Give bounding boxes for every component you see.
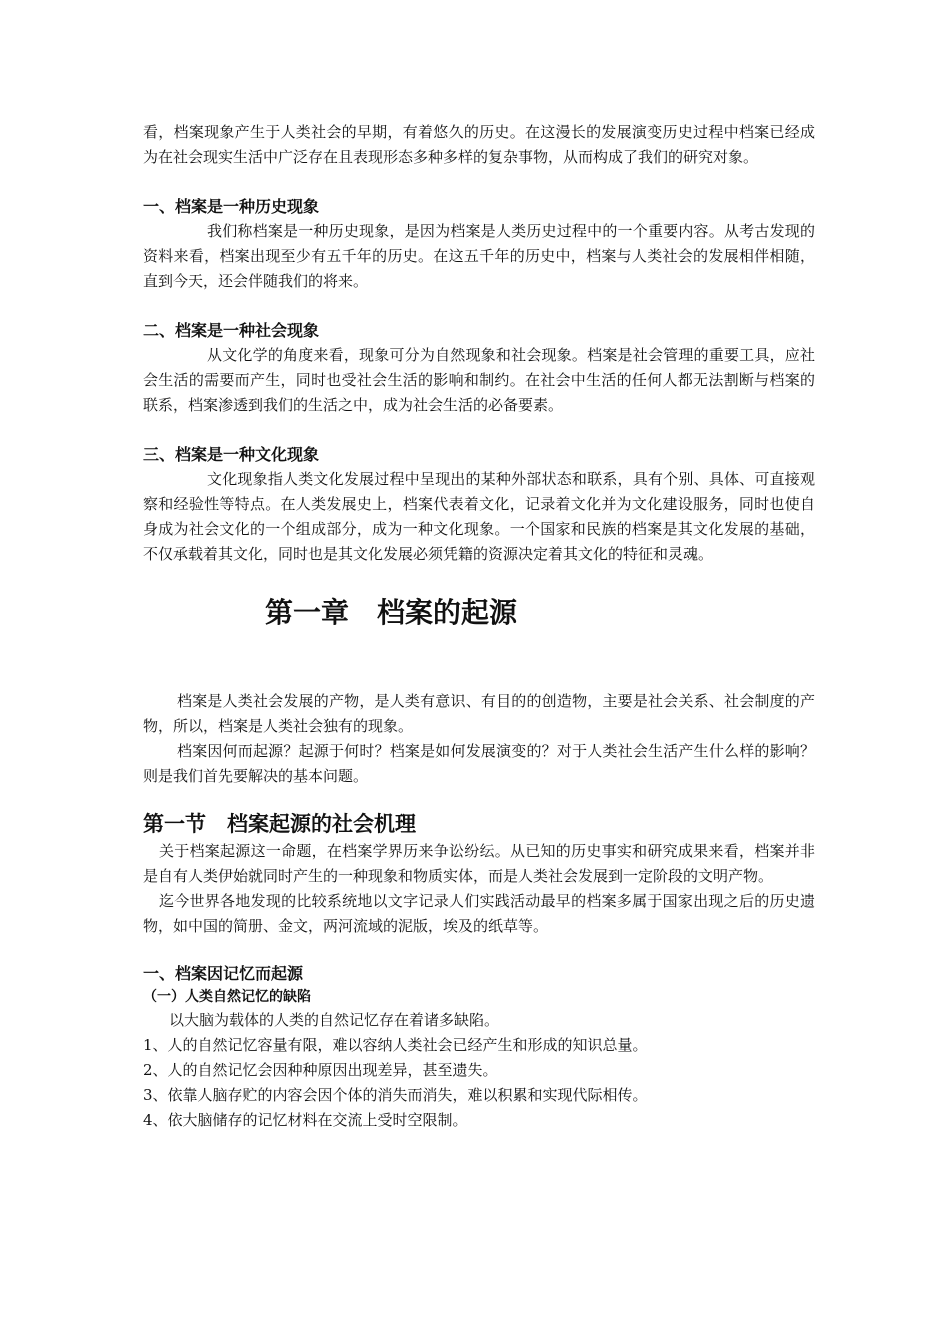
list-item: 2、人的自然记忆会因种种原因出现差异，甚至遗失。 [143,1061,498,1079]
intro-paragraph: 看，档案现象产生于人类社会的早期，有着悠久的历史。在这漫长的发展演变历史过程中档案已经成为在社会现实生活中广泛存在且表现形态多种多样的复杂事物，从而构成了我们的研究对象。 [143,123,815,166]
list-item: 4、依大脑储存的记忆材料在交流上受时空限制。 [143,1111,468,1129]
section-heading-culture: 三、档案是一种文化现象 [143,445,320,464]
list-item: 3、依靠人脑存贮的内容会因个体的消失而消失，难以积累和实现代际相传。 [143,1086,648,1104]
section-heading-history: 一、档案是一种历史现象 [143,197,320,216]
chapter-title: 第一章 档案的起源 [265,596,518,629]
chapter-paragraph: 档案因何而起源？起源于何时？档案是如何发展演变的？对于人类社会生活产生什么样的影响？则是我们首先要解决的基本问题。 [143,742,815,785]
list-item: 1、人的自然记忆容量有限，难以容纳人类社会已经产生和形成的知识总量。 [143,1036,648,1054]
section-heading-social: 二、档案是一种社会现象 [143,321,320,340]
subsection-heading: 一、档案因记忆而起源 [143,964,304,983]
document-page [143,120,815,1133]
section-body-history: 我们称档案是一种历史现象，是因为档案是人类历史过程中的一个重要内容。从考古发现的资料来看，档案出现至少有五千年的历史。在这五千年的历史中，档案与人类社会的发展相伴相随，直到今天，还会伴随我们的将来。 [143,222,815,290]
section-body-culture: 文化现象指人类文化发展过程中呈现出的某种外部状态和联系，具有个别、具体、可直接观察和经验性等特点。在人类发展史上，档案代表着文化，记录着文化并为文化建设服务，同时也使自身成为社会文化的一个组成部分，成为一种文化现象。一个国家和民族的档案是其文化发展的基础，不仅承载着其文化，同时也是其文化发展必须凭籍的资源决定着其文化的特征和灵魂。 [143,470,815,563]
section-paragraph: 关于档案起源这一命题，在档案学界历来争讼纷纭。从已知的历史事实和研究成果来看，档案并非是自有人类伊始就同时产生的一种现象和物质实体，而是人类社会发展到一定阶段的文明产物。 [143,842,815,885]
subsubsection-heading: （一）人类自然记忆的缺陷 [143,989,311,1005]
section-body-social: 从文化学的角度来看，现象可分为自然现象和社会现象。档案是社会管理的重要工具，应社会生活的需要而产生，同时也受社会生活的影响和制约。在社会中生活的任何人都无法割断与档案的联系，档案渗透到我们的生活之中，成为社会生活的必备要素。 [143,346,815,414]
section-paragraph: 迄今世界各地发现的比较系统地以文字记录人们实践活动最早的档案多属于国家出现之后的历史遗物，如中国的简册、金文，两河流域的泥版，埃及的纸草等。 [143,892,815,935]
section-title: 第一节 档案起源的社会机理 [143,811,416,836]
chapter-paragraph: 档案是人类社会发展的产物，是人类有意识、有目的的创造物，主要是社会关系、社会制度的产物，所以，档案是人类社会独有的现象。 [143,692,815,735]
lead-paragraph: 以大脑为载体的人类的自然记忆存在着诸多缺陷。 [169,1011,500,1029]
